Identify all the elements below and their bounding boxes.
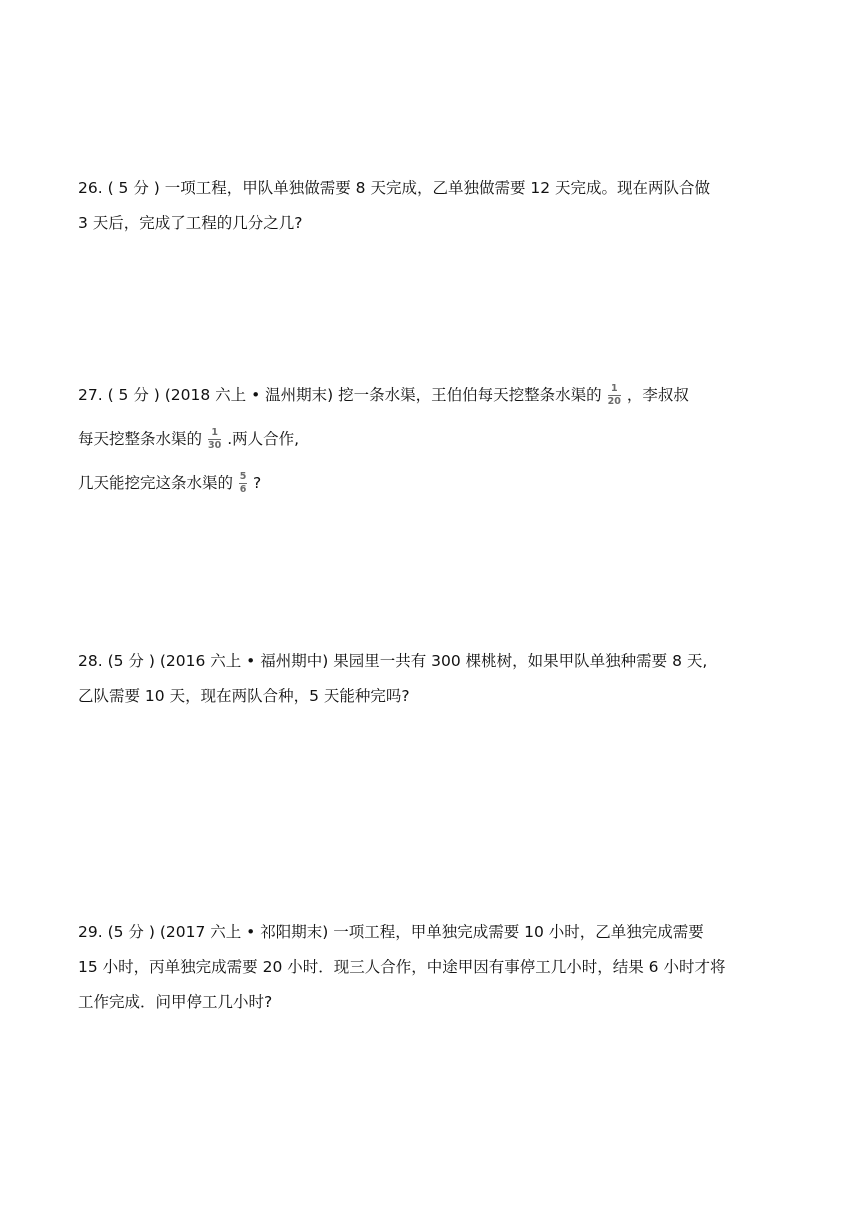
question-27-line-1-tail: ，李叔叔 [626, 386, 689, 404]
question-26-line-1: 26. ( 5 分 ) 一项工程，甲队单独做需要 8 天完成，乙单独做需要 12 天完成。现在两队合做 [78, 179, 711, 197]
fraction-denominator: 20 [607, 396, 621, 407]
fraction-denominator: 30 [208, 440, 222, 451]
question-29-line-1: 29. (5 分 ) (2017 六上 • 祁阳期末) 一项工程，甲单独完成需要 10 小时，乙单独完成需要 [78, 923, 704, 941]
fraction-denominator: 6 [239, 484, 247, 495]
question-27-line-3 [78, 472, 784, 495]
question-27-line-1 [78, 384, 784, 407]
question-26-line-2: 3 天后，完成了工程的几分之几? [78, 214, 303, 232]
fraction-5-6 [239, 472, 247, 495]
question-28-line-1: 28. (5 分 ) (2016 六上 • 福州期中) 果园里一共有 300 棵桃树，如果甲队单独种需要 8 天, [78, 652, 708, 670]
fraction-numerator: 5 [239, 471, 247, 482]
question-27-line-2-text: 每天挖整条水渠的 [78, 430, 203, 448]
fraction-1-20 [608, 384, 621, 407]
question-26 [78, 177, 784, 234]
question-29 [78, 921, 784, 1013]
fraction-1-30 [208, 428, 221, 451]
question-28 [78, 650, 784, 707]
question-28-line-2: 乙队需要 10 天，现在两队合种，5 天能种完吗? [78, 687, 410, 705]
fraction-numerator: 1 [610, 383, 618, 394]
question-27 [78, 384, 784, 495]
question-29-line-2: 15 小时，丙单独完成需要 20 小时．现三人合作，中途甲因有事停工几小时，结果 6 小时才将 [78, 958, 726, 976]
question-27-line-1-text: 27. ( 5 分 ) (2018 六上 • 温州期末) 挖一条水渠，王伯伯每天挖整条水渠的 [78, 386, 602, 404]
question-29-line-3: 工作完成．问甲停工几小时? [78, 993, 273, 1011]
fraction-numerator: 1 [211, 427, 218, 438]
question-27-line-2 [78, 428, 784, 451]
question-27-line-3-tail: ? [253, 474, 262, 492]
question-27-line-3-text: 几天能挖完这条水渠的 [78, 474, 234, 492]
question-27-line-2-tail: .两人合作, [227, 430, 300, 448]
